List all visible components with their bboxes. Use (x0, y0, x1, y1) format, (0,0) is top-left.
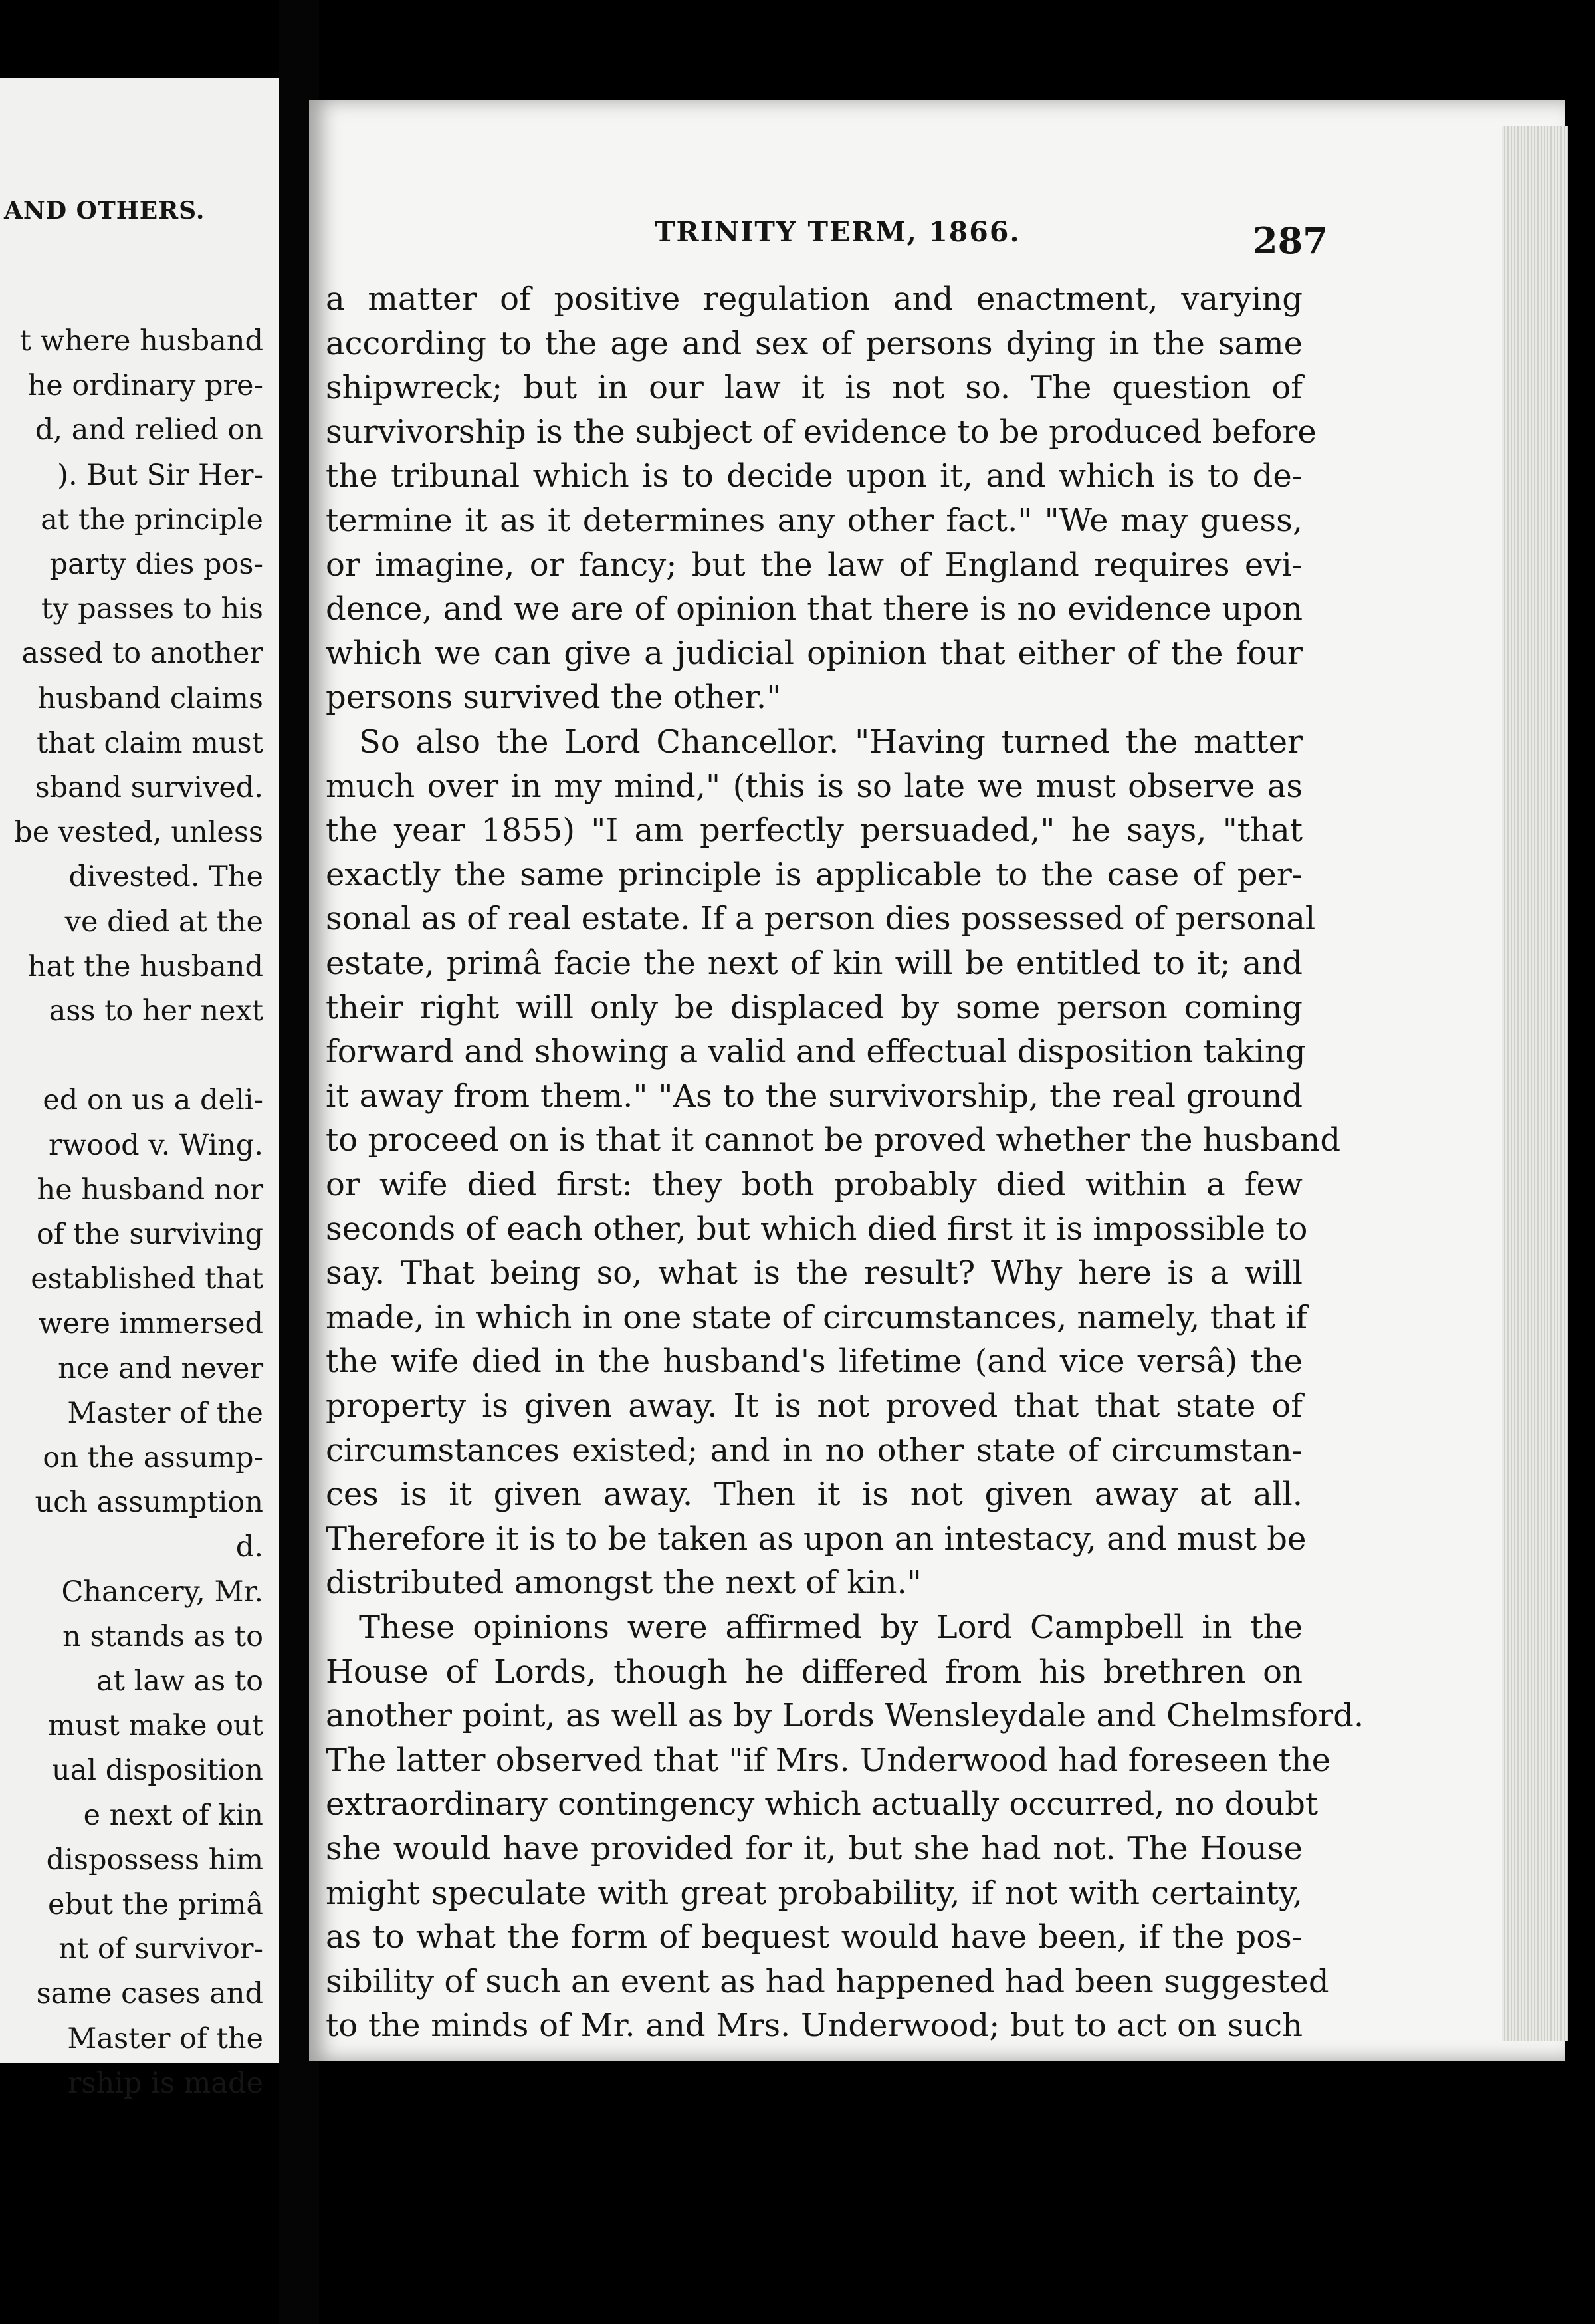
text-line: extraordinary contingency which actually occurred, no doubt (326, 1786, 1319, 1823)
left-text-line: uch assumption (35, 1486, 263, 1520)
text-line: another point, as well as by Lords Wensleydale and Chelmsford. (326, 1697, 1364, 1735)
text-line: the year 1855) "I am perfectly persuaded," he says, "that (326, 812, 1303, 850)
left-text-line: must make out (48, 1709, 263, 1743)
left-page (0, 78, 279, 2100)
left-text-line: n stands as to (62, 1619, 263, 1653)
text-line: House of Lords, though he differed from his brethren on (326, 1653, 1303, 1690)
text-line: survivorship is the subject of evidence to be produced before (326, 413, 1317, 451)
left-text-line: that claim must (36, 726, 263, 760)
left-text-line: assed to another (21, 637, 263, 671)
text-line: circumstances existed; and in no other state of circumstan- (326, 1431, 1303, 1469)
left-text-line: ual disposition (52, 1754, 263, 1788)
text-line: the tribunal which is to decide upon it, and which is to de- (326, 457, 1303, 495)
left-text-line: d, and relied on (35, 413, 263, 447)
left-text-line: Chancery, Mr. (61, 1575, 263, 1609)
left-text-line: sband survived. (35, 771, 263, 804)
left-text-line: t where husband (19, 324, 263, 358)
text-line: seconds of each other, but which died first it is impossible to (326, 1210, 1308, 1248)
text-line: or imagine, or fancy; but the law of England requires evi- (326, 546, 1303, 584)
left-text-line: ass to her next (49, 994, 263, 1028)
left-text-line: nce and never (58, 1351, 263, 1385)
left-text-line: hat the husband (27, 949, 263, 983)
left-text-line: ty passes to his (41, 592, 263, 626)
text-line: it away from them." "As to the survivorship, the real ground (326, 1077, 1303, 1115)
left-text-line: e next of kin (83, 1798, 263, 1832)
left-running-head: AND OTHERS. (4, 197, 205, 225)
text-line: the wife died in the husband's lifetime (and vice versâ) the (326, 1343, 1303, 1381)
left-text-line: of the surviving (36, 1218, 263, 1251)
text-line: These opinions were affirmed by Lord Campbell in the (359, 1609, 1303, 1646)
text-line: The latter observed that "if Mrs. Underwood had foreseen the (326, 1741, 1330, 1779)
text-line: as to what the form of bequest would have been, if the pos- (326, 1918, 1303, 1956)
text-line: sibility of such an event as had happened had been suggested (326, 1962, 1329, 2000)
left-text-line: same cases and (36, 1977, 263, 2011)
left-text-line: Master of the (67, 1396, 263, 1430)
text-line: So also the Lord Chancellor. "Having turned the matter (359, 723, 1303, 760)
text-line: made, in which in one state of circumstances, namely, that if (326, 1298, 1308, 1336)
text-line: which we can give a judicial opinion that either of the four (326, 634, 1303, 672)
text-line: sonal as of real estate. If a person dies possessed of personal (326, 900, 1316, 938)
left-text-line: ). But Sir Her- (57, 458, 263, 492)
left-text-line: husband claims (37, 681, 263, 715)
text-line: she would have provided for it, but she had not. The House (326, 1830, 1303, 1867)
text-line: forward and showing a valid and effectual disposition taking (326, 1033, 1306, 1071)
text-line: exactly the same principle is applicable to the case of per- (326, 856, 1303, 893)
text-line: distributed amongst the next of kin." (326, 1564, 922, 1602)
text-line: much over in my mind," (this is so late we must observe as (326, 767, 1303, 805)
text-line: to the minds of Mr. and Mrs. Underwood; but to act on such (326, 2007, 1303, 2045)
left-text-line: at law as to (96, 1665, 263, 1698)
left-text-line: ebut the primâ (48, 1888, 263, 1921)
running-head: TRINITY TERM, 1866. (655, 216, 1021, 248)
text-line: their right will only be displaced by some person coming (326, 988, 1303, 1026)
left-text-line: ve died at the (64, 905, 263, 939)
text-line: ces is it given away. Then it is not given away at all. (326, 1476, 1303, 1514)
left-text-line: he husband nor (37, 1173, 263, 1207)
left-text-line: nt of survivor- (58, 1932, 263, 1966)
text-line: estate, primâ facie the next of kin will be entitled to it; and (326, 945, 1303, 982)
text-line: dence, and we are of opinion that there is no evidence upon (326, 590, 1303, 628)
text-line: say. That being so, what is the result? Why here is a will (326, 1254, 1303, 1292)
text-line: shipwreck; but in our law it is not so. The question of (326, 369, 1303, 407)
left-text-line: d. (235, 1530, 263, 1564)
left-text-line: ed on us a deli- (43, 1084, 263, 1117)
left-text-line: Master of the (67, 2022, 263, 2055)
left-text-line: at the principle (41, 503, 263, 536)
left-text-line: dispossess him (46, 1843, 263, 1877)
text-line: a matter of positive regulation and enactment, varying (326, 281, 1303, 318)
left-text-line: rwood v. Wing. (49, 1128, 263, 1162)
text-line: or wife died first: they both probably died within a few (326, 1166, 1303, 1203)
text-line: property is given away. It is not proved that that state of (326, 1387, 1303, 1425)
left-text-line: were immersed (38, 1307, 263, 1341)
page-number: 287 (1253, 219, 1328, 262)
text-line: persons survived the other." (326, 679, 782, 717)
page-edges (1502, 126, 1568, 2041)
left-text-line: he ordinary pre- (27, 369, 263, 403)
text-line: termine it as it determines any other fact." "We may guess, (326, 502, 1303, 539)
text-line: according to the age and sex of persons dying in the same (326, 324, 1303, 362)
left-text-line: party dies pos- (49, 548, 263, 581)
left-text-line: rship is made (67, 2066, 263, 2100)
left-text-line: be vested, unless (14, 816, 263, 850)
text-line: to proceed on is that it cannot be proved whether the husband (326, 1121, 1341, 1159)
text-line: might speculate with great probability, if not with certainty, (326, 1874, 1303, 1912)
left-text-line: on the assump- (43, 1441, 263, 1474)
left-text-line: divested. The (68, 860, 263, 894)
text-line: Therefore it is to be taken as upon an intestacy, and must be (326, 1520, 1307, 1558)
left-text-line: established that (31, 1262, 263, 1296)
